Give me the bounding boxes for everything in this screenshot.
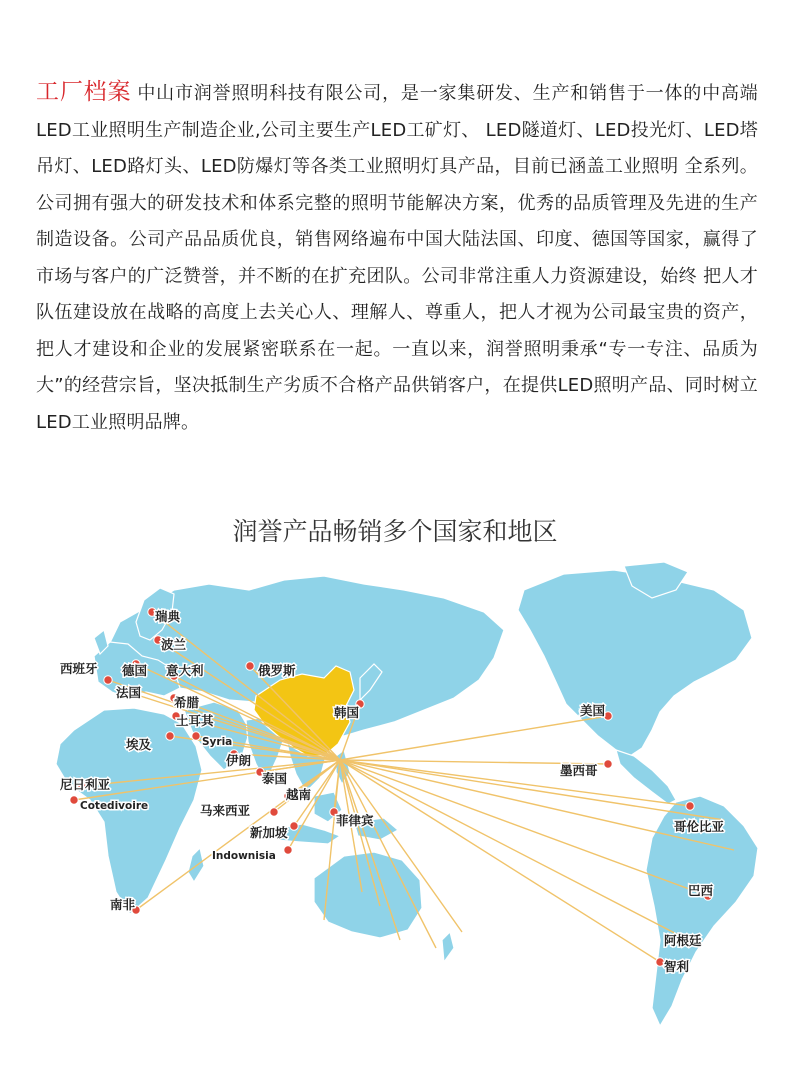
marker-singapore [290, 822, 298, 830]
land-north-america [518, 570, 752, 756]
label-brazil: 巴西 [688, 883, 714, 898]
marker-malaysia [270, 808, 278, 816]
marker-spain [104, 676, 112, 684]
label-vietnam: 越南 [286, 787, 312, 802]
label-syria: Syria [202, 736, 233, 748]
label-greece: 希腊 [174, 695, 200, 710]
label-egypt: 埃及 [126, 737, 152, 752]
land-new-zealand [442, 932, 454, 962]
label-iran: 伊朗 [226, 753, 252, 768]
land-central-america [616, 750, 676, 804]
label-france: 法国 [116, 685, 142, 700]
label-colombia: 哥伦比亚 [674, 819, 725, 834]
label-chile: 智利 [664, 959, 690, 974]
marker-cotedivoire [70, 796, 78, 804]
marker-egypt [166, 732, 174, 740]
label-mexico: 墨西哥 [560, 763, 598, 778]
map-title: 润誉产品畅销多个国家和地区 [232, 517, 558, 546]
label-usa: 美国 [580, 703, 606, 718]
marker-chile [656, 958, 664, 966]
marker-colombia [686, 802, 694, 810]
label-thailand: 泰国 [262, 771, 288, 786]
label-korea: 韩国 [334, 705, 360, 720]
label-southafrica: 南非 [110, 897, 136, 912]
world-map-svg [24, 560, 766, 1040]
marker-usa [604, 712, 612, 720]
label-germany: 德国 [122, 663, 148, 678]
label-spain: 西班牙 [60, 661, 98, 676]
label-cotedivoire: Cotedivoire [80, 800, 149, 812]
label-argentina: 阿根廷 [664, 933, 702, 948]
land-madagascar [188, 848, 204, 882]
label-sweden: 瑞典 [155, 609, 181, 624]
label-poland: 波兰 [161, 637, 187, 652]
world-sales-map [24, 560, 766, 1040]
label-malaysia: 马来西亚 [200, 803, 251, 818]
label-turkey: 土耳其 [176, 713, 214, 728]
marker-mexico [604, 760, 612, 768]
marker-syria [192, 732, 200, 740]
label-indonesia: Indownisia [212, 850, 276, 862]
marker-russia [246, 662, 254, 670]
label-singapore: 新加坡 [250, 825, 288, 840]
label-nigeria: 尼日利亚 [60, 777, 111, 792]
marker-indonesia [284, 846, 292, 854]
company-intro-text: 中山市润誉照明科技有限公司，是一家集研发、生产和销售于一体的中高端LED工业照明生产制造企业,公司主要生产LED工矿灯、 LED隧道灯、LED投光灯、LED塔吊灯、LED路灯头、LED防爆灯等各类工业照明灯具产品，目前已涵盖工业照明 全系列。公司拥有强大的研发技术和体系完整的照明节能解决方案，优秀的品质管理及先进的生产制造设备。公司产品品质优良，销售网络遍布中国大陆法国、印度、德国等国家，赢得了市场与客户的广泛赞誉，并不断的在扩充团队。公司非常注重人力资源建设，始终 把人才队伍建设放在战略的高度上去关心人、理解人、尊重人，把人才视为公司最宝贵的资产，把人才建设和企业的发展紧密联系在一起。一直以来，润誉照明秉承“专一专注、品质为大”的经营宗旨，坚决抵制生产劣质不合格产品供销客户，在提供LED照明产品、同时树立LED工业照明品牌。 [36, 83, 758, 433]
label-philippines: 菲律宾 [336, 813, 374, 828]
label-italy: 意大利 [166, 663, 204, 678]
factory-profile-heading: 工厂档案 [36, 79, 132, 105]
label-russia: 俄罗斯 [258, 663, 296, 678]
company-intro [36, 74, 758, 441]
